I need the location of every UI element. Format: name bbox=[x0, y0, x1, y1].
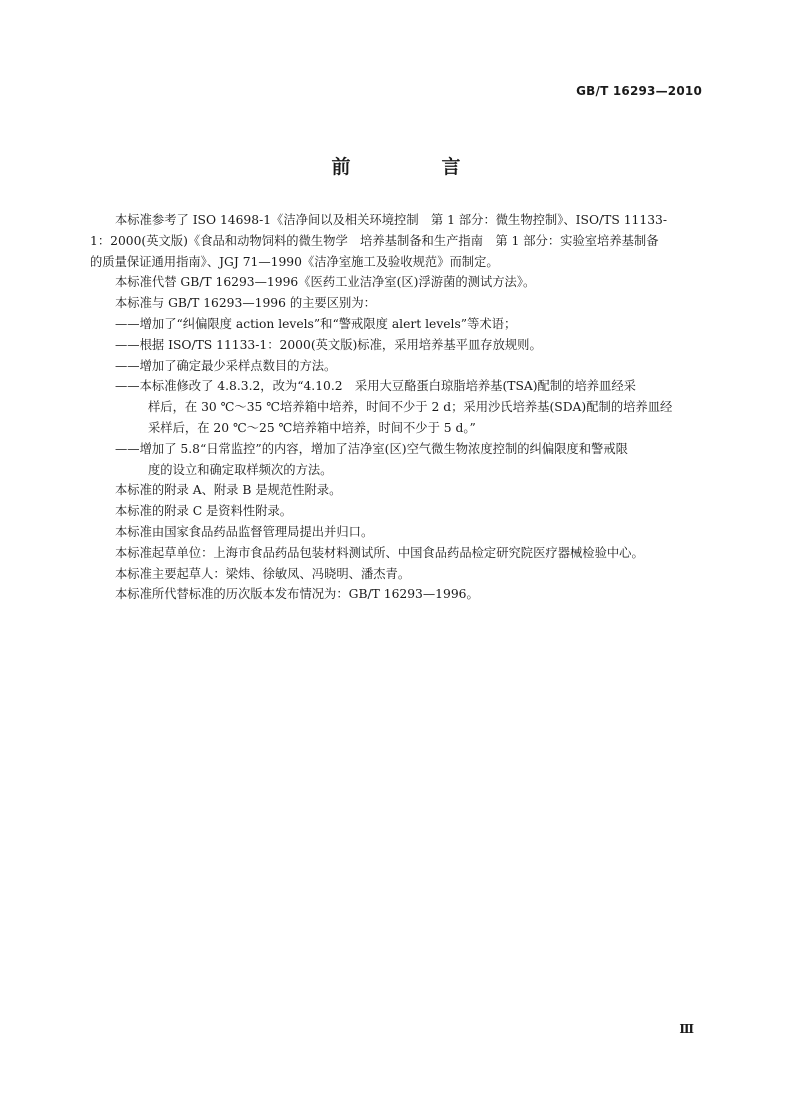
paragraph-history: 本标准所代替标准的历次版本发布情况为：GB/T 16293—1996。 bbox=[115, 587, 479, 602]
paragraph-references-line-1: 本标准参考了 ISO 14698-1《洁净间以及相关环境控制 第 1 部分：微生物控制》、ISO/TS 11133- bbox=[115, 213, 667, 227]
paragraph-proposed-by: 本标准由国家食品药品监督管理局提出并归口。 bbox=[115, 524, 374, 539]
list-item-monitoring-line-2: 度的设立和确定取样频次的方法。 bbox=[148, 462, 333, 477]
foreword-body bbox=[90, 210, 702, 605]
paragraph-references-line-3: 的质量保证通用指南》、JGJ 71—1990《洁净室施工及验收规范》而制定。 bbox=[90, 254, 499, 269]
paragraph-differences-intro: 本标准与 GB/T 16293—1996 的主要区别为： bbox=[115, 296, 376, 311]
list-item-sampling-points: ——增加了确定最少采样点数目的方法。 bbox=[115, 358, 337, 373]
list-item-culture-line-3: 采样后，在 20 ℃～25 ℃培养箱中培养，时间不少于 5 d。” bbox=[148, 420, 476, 435]
list-item-monitoring-line-1: ——增加了 5.8“日常监控”的内容，增加了洁净室(区)空气微生物浓度控制的纠偏限度和警戒限 bbox=[115, 441, 628, 456]
list-item-terms: ——增加了“纠偏限度 action levels”和“警戒限度 alert levels”等术语； bbox=[115, 316, 517, 331]
list-item-culture-line-2: 样后，在 30 ℃～35 ℃培养箱中培养，时间不少于 2 d；采用沙氏培养基(SDA)配制的培养皿经 bbox=[148, 400, 673, 415]
standard-code: GB/T 16293—2010 bbox=[576, 84, 702, 98]
list-item-storage-rules: ——根据 ISO/TS 11133-1：2000(英文版)标准，采用培养基平皿存放规则。 bbox=[115, 337, 542, 352]
paragraph-references-line-2: 1：2000(英文版)《食品和动物饲料的微生物学 培养基制备和生产指南 第 1 部分：实验室培养基制备 bbox=[90, 233, 659, 248]
paragraph-normative-annex: 本标准的附录 A、附录 B 是规范性附录。 bbox=[115, 483, 342, 498]
paragraph-drafters: 本标准主要起草人：梁炜、徐敏凤、冯晓明、潘杰青。 bbox=[115, 566, 411, 581]
page-title: 前 言 bbox=[331, 156, 497, 178]
paragraph-informative-annex: 本标准的附录 C 是资料性附录。 bbox=[115, 504, 293, 519]
paragraph-replaces: 本标准代替 GB/T 16293—1996《医药工业洁净室(区)浮游菌的测试方法》。 bbox=[115, 275, 536, 290]
list-item-culture-line-1: ——本标准修改了 4.8.3.2，改为“4.10.2 采用大豆酪蛋白琼脂培养基(TSA)配制的培养皿经采 bbox=[115, 379, 636, 394]
page-number: Ⅲ bbox=[679, 1022, 694, 1036]
paragraph-drafting-units: 本标准起草单位：上海市食品药品包装材料测试所、中国食品药品检定研究院医疗器械检验中心。 bbox=[115, 545, 644, 560]
